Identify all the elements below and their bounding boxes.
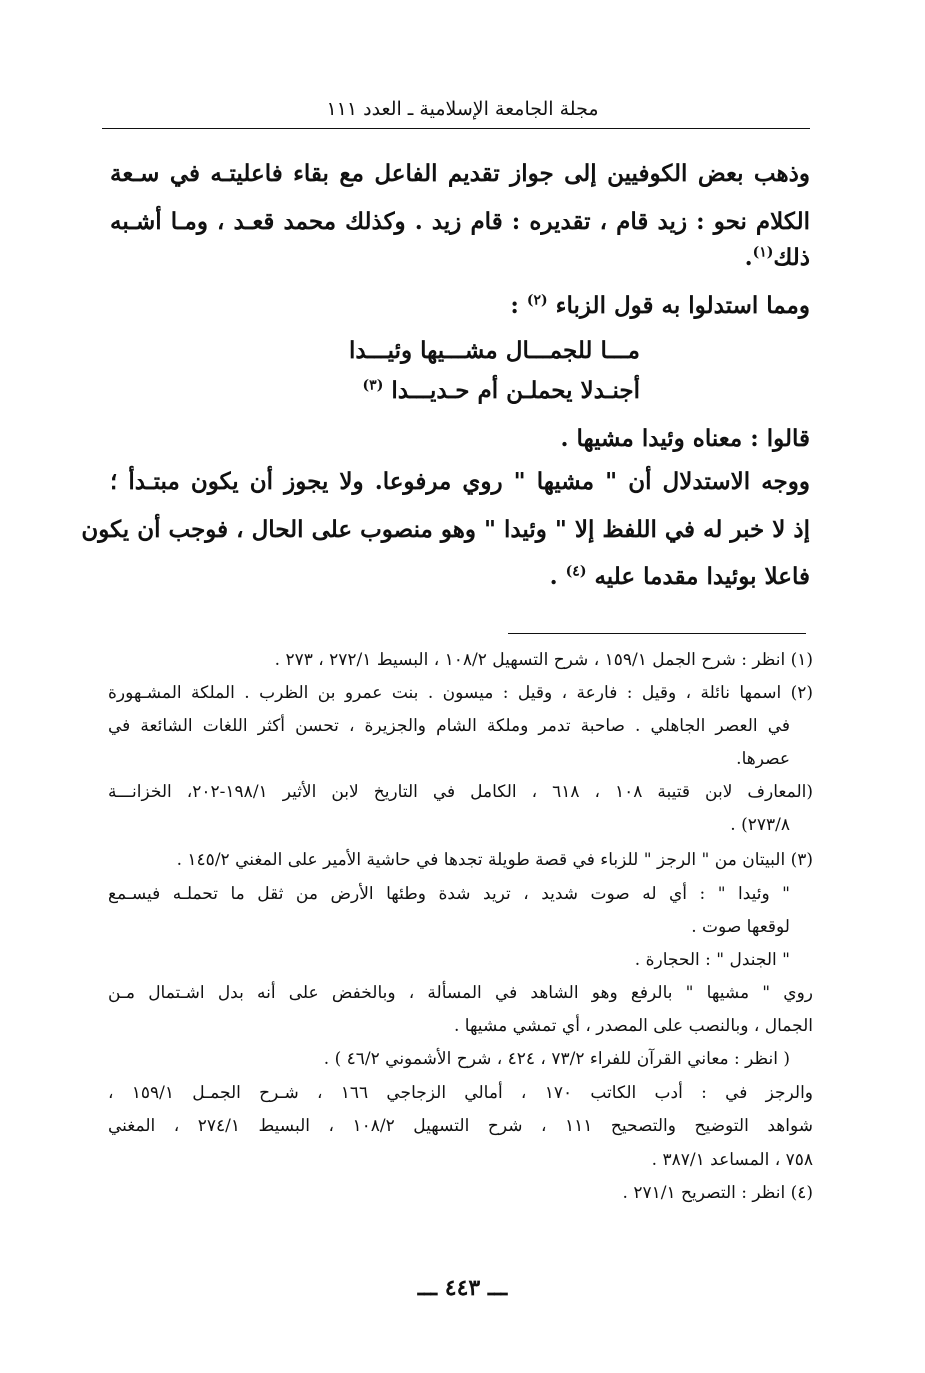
footnote-3: (٣) البيتان من " الرجز " للزباء في قصة طويلة تجدها في حاشية الأمير على المغني ١٤٥/٢ . (176, 850, 813, 870)
footnote-line: ( انظر : معاني القرآن للفراء ٧٣/٢ ، ٤٢٤ ، شرح الأشموني ٤٦/٢ ) . (323, 1049, 790, 1069)
footnote-line: عصرها. (736, 749, 790, 769)
body-line: قالوا : معناه وئيدا مشيها . (560, 425, 810, 452)
footnote-line: " وئيدا " : أي له صوت شديد ، تريد شدة وطئها الأرض من ثقل ما تحملـه فيسـمع (108, 884, 790, 904)
running-header: مجلة الجامعة الإسلامية ـ العدد ١١١ (326, 98, 599, 120)
footnote-ref[interactable]: (١) (752, 244, 774, 261)
footnote-line: ٢٧٣/٨) . (730, 815, 790, 835)
header-divider (102, 128, 810, 129)
footnote-ref[interactable]: (٤) (565, 563, 587, 580)
body-line (110, 244, 810, 271)
page-number: ـــ ٤٤٣ ـــ (417, 1275, 508, 1301)
footnote-4: (٤) انظر : التصريح ٢٧١/١ . (622, 1183, 813, 1203)
body-text: : (510, 292, 519, 319)
footnote-1: (١) انظر : شرح الجمل ١٥٩/١ ، شرح التسهيل ١٠٨/٢ ، البسيط ٢٧٢/١ ، ٢٧٣ . (274, 650, 813, 670)
body-line: ووجه الاستدلال أن " مشيها " روي مرفوعا. ولا يجوز أن يكون مبتـدأ ؛ (110, 468, 810, 495)
footnote-2: (٢) اسمها نائلة ، وقيل : فارعة ، وقيل : ميسون . بنت عمرو بن الظرب . الملكة المشـهورة (108, 683, 813, 703)
body-line: الكلام نحو : زيد قام ، تقديره : قام زيد . وكذلك محمد قعـد ، ومـا أشـبه (110, 208, 810, 235)
footnote-line: " الجندل " : الحجارة . (634, 950, 790, 970)
body-text: فاعلا بوئيدا مقدما عليه (594, 563, 810, 590)
body-text: ذلك (773, 244, 810, 271)
body-line (110, 563, 810, 590)
footnote-divider (508, 633, 806, 634)
body-text: . (549, 563, 558, 590)
verse-line (220, 377, 640, 404)
body-text: ومما استدلوا به قول الزباء (555, 292, 810, 319)
footnote-line: والرجز في : أدب الكاتب ١٧٠ ، أمالي الزجاجي ١٦٦ ، شـرح الجمـل ١٥٩/١ ، (108, 1083, 814, 1103)
footnote-line: (المعارف لابن قتيبة ١٠٨ ، ٦١٨ ، الكامل في التاريخ لابن الأثير ١٩٨/١-٢٠٢، الخزانـــة (108, 782, 813, 802)
footnote-ref[interactable]: (٣) (362, 377, 384, 394)
footnote-line: شواهد التوضيح والتصحيح ١١١ ، شرح التسهيل ١٠٨/٢ ، البسيط ٢٧٤/١ ، المغني (108, 1116, 813, 1136)
body-line: وذهب بعض الكوفيين إلى جواز تقديم الفاعل مع بقاء فاعليتـه في سـعة (110, 160, 810, 187)
body-line: إذ لا خبر له في اللفظ إلا " وئيدا " وهو منصوب على الحال ، فوجب أن يكون (81, 516, 810, 543)
footnote-line: لوقعها صوت . (691, 917, 790, 937)
footnote-ref[interactable]: (٢) (526, 292, 548, 309)
footnote-line: ٧٥٨ ، المساعد ٣٨٧/١ . (651, 1150, 813, 1170)
body-line (110, 292, 810, 319)
verse-text: أجنـدلا يحملـن أم حـديـــدا (391, 377, 640, 404)
verse-line: مـــا للجمـــال مشـــيها وئيـــدا (349, 337, 640, 364)
footnote-line: الجمال ، وبالنصب على المصدر ، أي تمشي مشيها . (453, 1016, 813, 1036)
body-text: . (744, 244, 753, 271)
footnote-line: في العصر الجاهلي . صاحبة تدمر وملكة الشام والجزيرة ، تحسن أكثر اللغات الشائعة في (108, 716, 790, 736)
footnote-line: روي " مشيها " بالرفع وهو الشاهد في المسألة ، وبالخفض على أنه بدل اشـتمال مـن (108, 983, 813, 1003)
